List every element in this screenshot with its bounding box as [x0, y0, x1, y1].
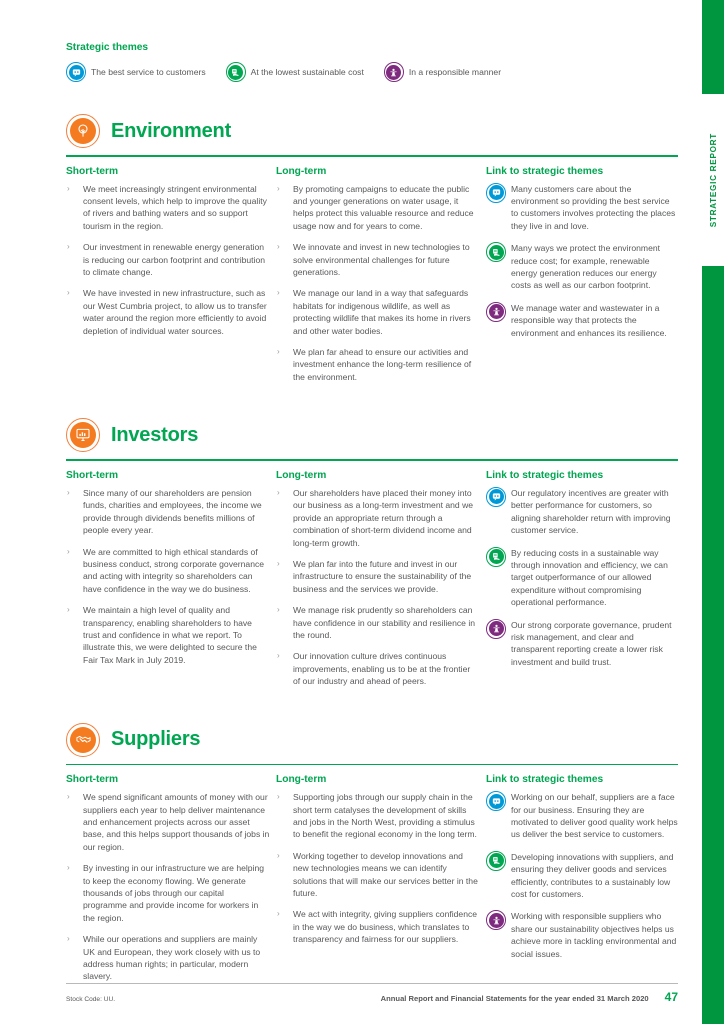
- list-item-text: We meet increasingly stringent environmental consent levels, which help to improve the quality of rivers and bathing waters and so support tourism in the region.: [83, 183, 267, 231]
- section-heading: [66, 114, 678, 148]
- section-title: Environment: [111, 119, 232, 142]
- list-item: [276, 183, 478, 233]
- money-hand-icon: [226, 62, 246, 82]
- link-item: [486, 183, 678, 233]
- chevron-right-icon: ›: [277, 558, 280, 568]
- list-item-text: We have invested in new infrastructure, such as our West Cumbria project, to allow us to transfer water around the region more efficiently to avoid depletion of individual water sources.: [83, 288, 267, 336]
- section-title: Suppliers: [111, 728, 201, 751]
- chevron-right-icon: ›: [67, 183, 70, 193]
- strategic-theme-label: The best service to customers: [91, 67, 206, 77]
- bullet-list: [276, 183, 478, 384]
- footer-page-number: 47: [664, 990, 678, 1004]
- strategic-theme-label: In a responsible manner: [408, 67, 502, 77]
- chevron-right-icon: ›: [67, 934, 70, 944]
- section-rule: [66, 155, 678, 157]
- list-item: [276, 850, 478, 900]
- list-item: [66, 862, 270, 924]
- list-item: [276, 791, 478, 841]
- speech-bubble-icon: [486, 487, 506, 507]
- monitor-chart-icon: [66, 418, 100, 452]
- list-item-text: We spend significant amounts of money with our suppliers each year to help deliver maintenance and enhancement projects across our asset base, and this helps support thousands of jobs in our region.: [83, 792, 270, 852]
- link-item-text: Many ways we protect the environment reduce cost; for example, renewable energy generation reduces our energy costs as well as our carbon footprint.: [511, 243, 661, 291]
- list-item-text: Working together to develop innovations and new technologies means we can identify solutions that will make our services better in the future.: [293, 850, 478, 898]
- list-item: [276, 241, 478, 278]
- chevron-right-icon: ›: [277, 288, 280, 298]
- column-heading: Short-term: [66, 469, 119, 481]
- list-item-text: We innovate and invest in new technologies to solve environmental challenges for future generations.: [293, 242, 470, 278]
- icon-ring: [486, 910, 506, 930]
- tree-icon: [66, 114, 100, 148]
- link-item-icon: [486, 242, 506, 262]
- footer-report-line: Annual Report and Financial Statements for the year ended 31 March 2020: [380, 994, 649, 1003]
- link-item: [486, 791, 678, 841]
- list-item-text: We manage our land in a way that safeguards habitats for indigenous wildlife, as well as protecting wildlife that makes its home in rivers and other water bodies.: [293, 288, 471, 336]
- chevron-right-icon: ›: [67, 288, 70, 298]
- list-item: [66, 546, 270, 596]
- link-item: [486, 242, 678, 292]
- section-environment: [66, 114, 678, 392]
- list-item: [66, 241, 270, 278]
- link-item-text: By reducing costs in a sustainable way through innovation and efficiency, we can target outperformance of our allowed expenditure without compromising operational performance.: [511, 547, 668, 608]
- list-item: [276, 487, 478, 549]
- icon-ring: [384, 62, 404, 82]
- icon-ring: [486, 183, 506, 203]
- list-item-text: We plan far ahead to ensure our activities and investment enhance the long-term resilience of the environment.: [293, 347, 472, 382]
- link-item: [486, 547, 678, 609]
- strategic-theme-key-3: [384, 62, 501, 82]
- list-item: [66, 791, 270, 853]
- icon-ring: [486, 547, 506, 567]
- icon-ring: [486, 302, 506, 322]
- list-item: [66, 933, 270, 983]
- list-item: [276, 287, 478, 337]
- bullet-list: [66, 791, 270, 983]
- column-heading: Long-term: [276, 774, 327, 786]
- list-item: [66, 487, 270, 537]
- link-item-icon: [486, 487, 506, 507]
- link-item-icon: [486, 851, 506, 871]
- footer-divider: [66, 983, 678, 984]
- column-heading: Short-term: [66, 774, 119, 786]
- money-hand-icon: [486, 851, 506, 871]
- section-rule: [66, 764, 678, 766]
- strategic-themes-title: Strategic themes: [66, 42, 149, 53]
- icon-core: [70, 118, 96, 144]
- strategic-theme-key-2: [226, 62, 364, 82]
- list-item-text: Our shareholders have placed their money into our business as a long-term investment and we provide an appropriate return through a combination of short-term dividend income and long-term growth.: [293, 487, 474, 548]
- chevron-right-icon: ›: [67, 605, 70, 615]
- section-heading: [66, 418, 678, 452]
- speech-bubble-icon: [66, 62, 86, 82]
- list-item: [276, 558, 478, 595]
- section-columns: [66, 166, 678, 393]
- list-item-text: By investing in our infrastructure we are helping to keep the economy flowing. We generate thousands of jobs through our capital programme and provide income for workers in the region.: [83, 863, 265, 923]
- column-heading: Link to strategic themes: [486, 774, 604, 786]
- chevron-right-icon: ›: [67, 242, 70, 252]
- section-heading: [66, 723, 678, 757]
- list-item-text: While our operations and suppliers are mainly UK and European, they work closely with us to address human rights; in particular, modern slavery.: [83, 934, 261, 982]
- section-investors: [66, 418, 678, 696]
- edge-label-text: STRATEGIC REPORT: [708, 132, 718, 228]
- icon-ring: [486, 487, 506, 507]
- icon-ring: [486, 851, 506, 871]
- chevron-right-icon: ›: [277, 651, 280, 661]
- speech-bubble-icon: [486, 183, 506, 203]
- icon-ring: [226, 62, 246, 82]
- list-item: [66, 287, 270, 337]
- section-rule: [66, 459, 678, 461]
- list-item: [66, 183, 270, 233]
- chevron-right-icon: ›: [277, 347, 280, 357]
- list-item-text: Supporting jobs through our supply chain in the short term catalyses the development of skills and jobs in the North West, providing a stimulus to benefit the regional economy in the long term.: [293, 792, 477, 840]
- money-hand-icon: [486, 242, 506, 262]
- list-item: [276, 908, 478, 945]
- speech-bubble-icon: [486, 791, 506, 811]
- list-item: [66, 604, 270, 666]
- column-heading: Link to strategic themes: [486, 165, 604, 177]
- long-term-column: [276, 774, 478, 954]
- chevron-right-icon: ›: [277, 183, 280, 193]
- chevron-right-icon: ›: [277, 605, 280, 615]
- chevron-right-icon: ›: [67, 487, 70, 497]
- link-item-text: Working with responsible suppliers who share our sustainability objectives helps us achieve more in tackling environmental and social issues.: [511, 911, 677, 959]
- chevron-right-icon: ›: [277, 242, 280, 252]
- link-item: [486, 910, 678, 960]
- chevron-right-icon: ›: [277, 909, 280, 919]
- chevron-right-icon: ›: [67, 863, 70, 873]
- icon-ring: [486, 242, 506, 262]
- chevron-right-icon: ›: [277, 792, 280, 802]
- chevron-right-icon: ›: [277, 850, 280, 860]
- long-term-column: [276, 470, 478, 697]
- list-item-text: Our investment in renewable energy generation is reducing our carbon footprint and contribution to climate change.: [83, 242, 266, 278]
- section-suppliers: [66, 723, 678, 992]
- responsibility-person-icon: [384, 62, 404, 82]
- list-item-text: We maintain a high level of quality and transparency, enabling shareholders to have trust and confidence in what we report. To illustrate this, we were delighted to secure the Fair Tax Mark in July 2019.: [83, 605, 257, 665]
- section-title: Investors: [111, 423, 199, 446]
- short-term-column: [66, 470, 270, 675]
- column-heading: Link to strategic themes: [486, 469, 604, 481]
- link-item-text: Our regulatory incentives are greater with better performance for customers, so aligning shareholder return with improving customer service.: [511, 487, 671, 536]
- link-item: [486, 487, 678, 537]
- section-edge-label: [702, 94, 724, 266]
- short-term-column: [66, 166, 270, 346]
- long-term-column: [276, 166, 478, 393]
- list-item: [276, 604, 478, 641]
- chevron-right-icon: ›: [277, 487, 280, 497]
- link-item: [486, 851, 678, 901]
- link-to-strategic-themes-column: [486, 166, 678, 349]
- short-term-column: [66, 774, 270, 992]
- edge-tab-bottom: [702, 266, 724, 1024]
- link-item-text: Many customers care about the environment so providing the best service to customers involves protecting the places they live in and love.: [511, 183, 676, 231]
- link-item-icon: [486, 791, 506, 811]
- link-item-icon: [486, 547, 506, 567]
- list-item-text: We manage risk prudently so shareholders can have confidence in our stability and resilience in the round.: [293, 605, 476, 640]
- page-content: [66, 42, 678, 1018]
- page-footer: [66, 990, 678, 1004]
- column-heading: Long-term: [276, 165, 327, 177]
- bullet-list: [66, 487, 270, 666]
- link-to-strategic-themes-column: [486, 774, 678, 970]
- list-item-text: We act with integrity, giving suppliers confidence in the way we do business, which translates to transparency and fairness for our suppliers.: [293, 909, 478, 945]
- link-item-text: Working on our behalf, suppliers are a face for our business. Ensuring they are motivated to deliver good quality work helps us deliver the best service to customers.: [511, 792, 678, 840]
- responsibility-person-icon: [486, 910, 506, 930]
- link-item-icon: [486, 910, 506, 930]
- list-item: [276, 650, 478, 687]
- section-columns: [66, 470, 678, 697]
- link-item-text: Our strong corporate governance, prudent risk management, and clear and transparent reporting create a lower risk investment and build trust.: [511, 619, 672, 667]
- list-item-text: Our innovation culture drives continuous improvements, enabling us to be at the frontier of our industry and ahead of peers.: [293, 651, 471, 687]
- bullet-list: [276, 791, 478, 945]
- list-item-text: We plan far into the future and invest in our infrastructure to ensure the sustainability of the business and the services we provide.: [293, 558, 472, 594]
- handshake-icon: [66, 723, 100, 757]
- list-item: [276, 346, 478, 383]
- link-item-text: Developing innovations with suppliers, and ensuring they deliver goods and services efficiently, contributes to a sustainably low cost for customers.: [511, 851, 674, 899]
- section-columns: [66, 774, 678, 992]
- link-item: [486, 619, 678, 669]
- link-item-icon: [486, 302, 506, 322]
- strategic-themes-key: [66, 62, 678, 82]
- stakeholder-sections: [66, 114, 678, 992]
- strategic-theme-label: At the lowest sustainable cost: [250, 67, 364, 77]
- bullet-list: [276, 487, 478, 688]
- responsibility-person-icon: [486, 302, 506, 322]
- link-item-icon: [486, 183, 506, 203]
- money-hand-icon: [486, 547, 506, 567]
- icon-ring: [486, 619, 506, 639]
- column-heading: Long-term: [276, 469, 327, 481]
- icon-core: [70, 422, 96, 448]
- footer-stock-code: Stock Code: UU.: [66, 996, 116, 1003]
- list-item-text: We are committed to high ethical standards of business conduct, strong corporate governance and acting with integrity so shareholders can have confidence in the way we do business.: [83, 546, 265, 594]
- strategic-theme-key-1: [66, 62, 206, 82]
- chevron-right-icon: ›: [67, 546, 70, 556]
- icon-ring: [66, 62, 86, 82]
- icon-ring: [486, 791, 506, 811]
- column-heading: Short-term: [66, 165, 119, 177]
- icon-core: [70, 727, 96, 753]
- edge-tab-top: [702, 0, 724, 94]
- list-item-text: Since many of our shareholders are pension funds, charities and employees, the income we provide through dividends benefits millions of people every year.: [83, 487, 262, 536]
- link-to-strategic-themes-column: [486, 470, 678, 678]
- chevron-right-icon: ›: [67, 792, 70, 802]
- link-item-text: We manage water and wastewater in a responsible way that protects the environment and enhances its resilience.: [511, 302, 667, 338]
- link-item-icon: [486, 619, 506, 639]
- list-item-text: By promoting campaigns to educate the public and younger generations on water usage, it helps protect this valuable resource and reduce usage now and for years to come.: [293, 183, 474, 231]
- link-item: [486, 302, 678, 339]
- bullet-list: [66, 183, 270, 337]
- responsibility-person-icon: [486, 619, 506, 639]
